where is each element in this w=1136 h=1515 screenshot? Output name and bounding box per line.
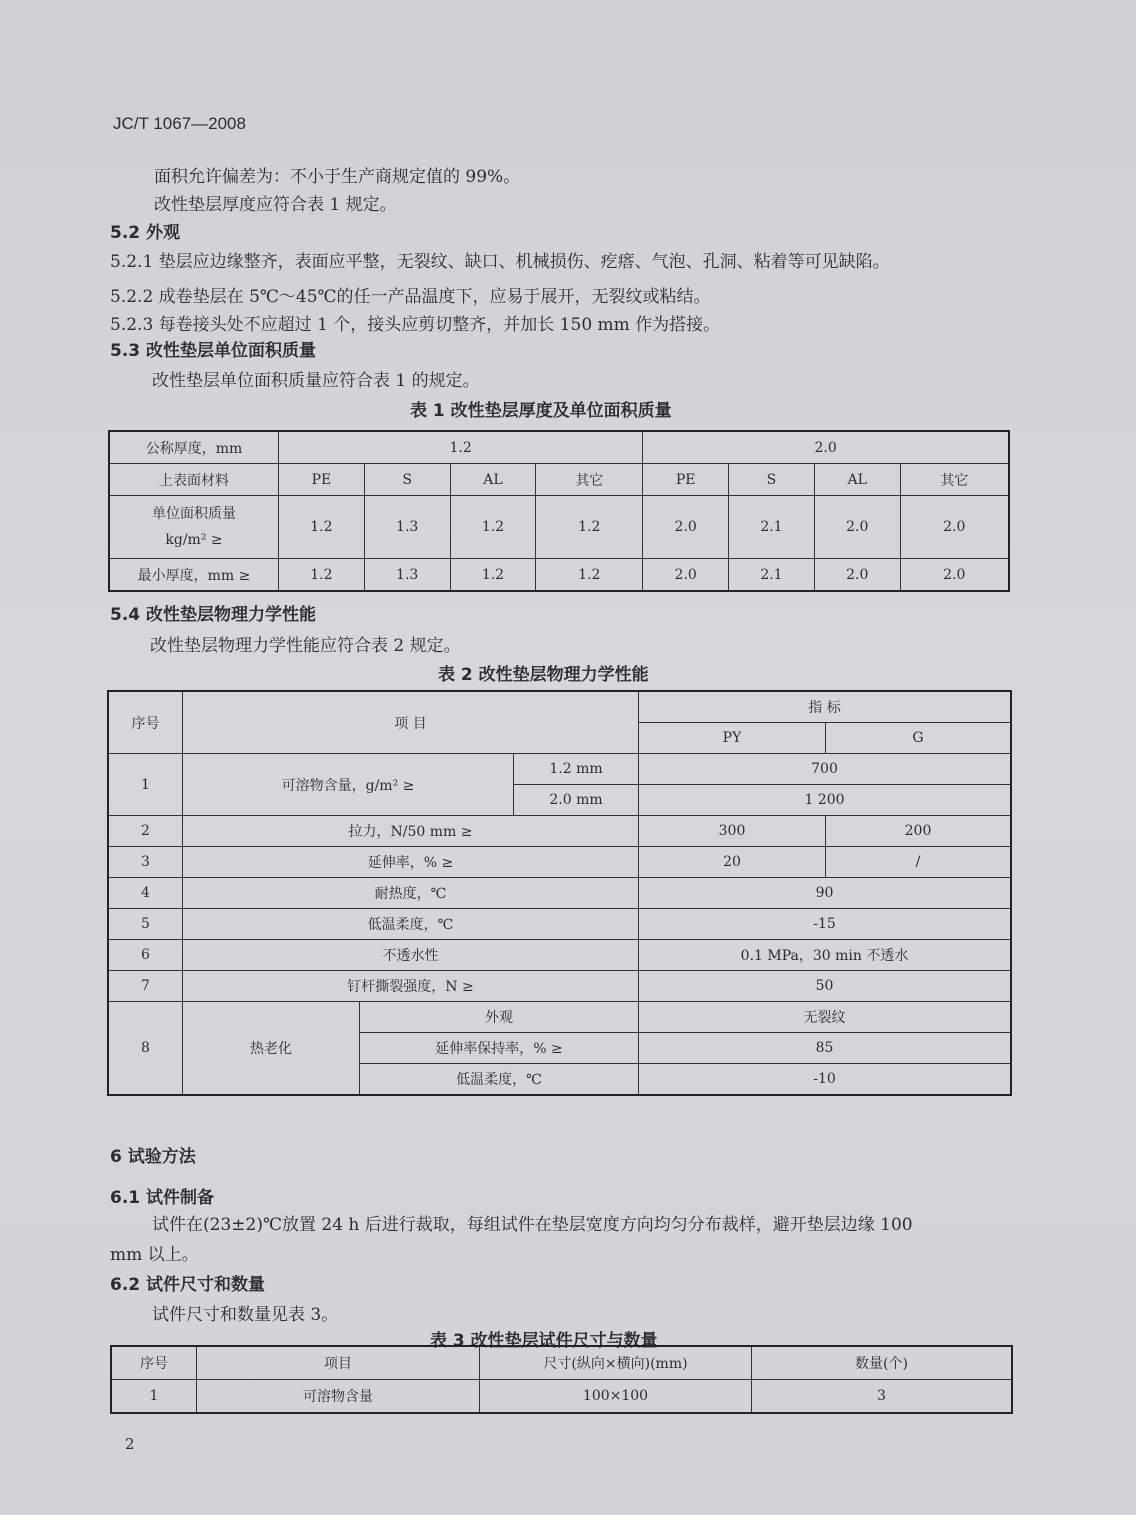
table-cell: 8 <box>108 1002 183 1096</box>
table-cell: 2.0 <box>814 559 900 592</box>
table-cell: 延伸率保持率，% ≥ <box>360 1033 639 1064</box>
table-row <box>111 1346 1012 1380</box>
table-cell: 1.2 mm <box>514 754 639 785</box>
section-6-heading: 6 试验方法 <box>110 1147 196 1167</box>
table-row <box>109 431 1009 464</box>
table2-header-no: 序号 <box>108 691 183 754</box>
table2-header-g: G <box>826 723 1012 754</box>
table-cell: PE <box>643 464 729 496</box>
table-cell: S <box>364 464 450 496</box>
table-cell: 1.3 <box>364 496 450 559</box>
table1-label-nominal-thickness: 公称厚度，mm <box>109 431 279 464</box>
table-cell: 300 <box>639 816 826 847</box>
table-cell: 1 <box>111 1380 197 1414</box>
table-cell: 可溶物含量 <box>197 1380 480 1414</box>
table-row <box>108 847 1011 878</box>
table-cell: 1.2 <box>536 559 643 592</box>
table-row <box>109 464 1009 496</box>
paragraph-thickness-rule: 改性垫层厚度应符合表 1 规定。 <box>154 195 397 215</box>
table-row <box>108 1002 1011 1033</box>
table-cell: 1.2 <box>450 559 536 592</box>
paragraph-area-tolerance: 面积允许偏差为：不小于生产商规定值的 99%。 <box>154 167 521 187</box>
table3-specimen-size <box>110 1345 1013 1414</box>
clause-5-2-2: 5.2.2 成卷垫层在 5℃～45℃的任一产品温度下，应易于展开，无裂纹或粘结。 <box>110 287 711 307</box>
table-cell: / <box>826 847 1012 878</box>
standard-number-header: JC/T 1067—2008 <box>113 114 246 133</box>
table2-header-item: 项 目 <box>183 691 639 754</box>
table1-label-mass-b: kg/m² ≥ <box>165 532 223 548</box>
section-5-3-heading: 5.3 改性垫层单位面积质量 <box>110 341 317 361</box>
table3-header-qty: 数量(个) <box>752 1346 1013 1380</box>
table-cell: AL <box>450 464 536 496</box>
table-cell: 1.2 <box>279 559 365 592</box>
clause-5-2-1: 5.2.1 垫层应边缘整齐，表面应平整，无裂纹、缺口、机械损伤、疙瘩、气泡、孔洞、粘着等可见缺陷。 <box>110 252 890 272</box>
table-row <box>109 559 1009 592</box>
table-cell: 热老化 <box>183 1002 360 1096</box>
table-cell: 低温柔度，℃ <box>360 1064 639 1096</box>
table-row <box>108 878 1011 909</box>
table-cell: 700 <box>639 754 1012 785</box>
table-cell: 钉杆撕裂强度，N ≥ <box>183 971 639 1002</box>
table2-header-py: PY <box>639 723 826 754</box>
table1-label-surface-material: 上表面材料 <box>109 464 279 496</box>
table-row <box>108 754 1011 785</box>
table-cell: 1.3 <box>364 559 450 592</box>
table-row <box>108 691 1011 723</box>
table-cell: 不透水性 <box>183 940 639 971</box>
table-cell: 7 <box>108 971 183 1002</box>
page-number: 2 <box>125 1435 135 1453</box>
table-cell: 可溶物含量，g/m² ≥ <box>183 754 514 816</box>
table-cell: 0.1 MPa，30 min 不透水 <box>639 940 1012 971</box>
clause-5-2-3: 5.2.3 每卷接头处不应超过 1 个，接头应剪切整齐，并加长 150 mm 作为搭接。 <box>110 315 721 335</box>
table-cell: -10 <box>639 1064 1012 1096</box>
table1-thickness-mass <box>108 430 1010 592</box>
table-cell: 5 <box>108 909 183 940</box>
table-cell: 1.2 <box>536 496 643 559</box>
section-5-2-heading: 5.2 外观 <box>110 223 181 243</box>
table-row <box>108 816 1011 847</box>
table-cell: 20 <box>639 847 826 878</box>
table1-caption: 表 1 改性垫层厚度及单位面积质量 <box>410 401 672 421</box>
table-cell: 1.2 <box>279 496 365 559</box>
table-cell: 1 200 <box>639 785 1012 816</box>
table-cell: 90 <box>639 878 1012 909</box>
table2-physical-properties <box>107 690 1012 1096</box>
table-cell: 无裂纹 <box>639 1002 1012 1033</box>
table-cell: S <box>729 464 815 496</box>
table-cell: 200 <box>826 816 1012 847</box>
table2-header-index: 指 标 <box>639 691 1012 723</box>
table-cell: 低温柔度，℃ <box>183 909 639 940</box>
table-cell: 4 <box>108 878 183 909</box>
table-cell: 其它 <box>536 464 643 496</box>
table-row <box>108 909 1011 940</box>
table-cell: 2.0 <box>643 496 729 559</box>
section-5-4-heading: 5.4 改性垫层物理力学性能 <box>110 605 317 625</box>
table2-caption: 表 2 改性垫层物理力学性能 <box>438 665 649 685</box>
table-cell: 2.0 <box>643 559 729 592</box>
paragraph-6-1-b: mm 以上。 <box>110 1245 199 1265</box>
table-cell: 1.2 <box>450 496 536 559</box>
paragraph-6-2: 试件尺寸和数量见表 3。 <box>152 1305 339 1325</box>
section-6-2-heading: 6.2 试件尺寸和数量 <box>110 1275 266 1295</box>
table3-header-no: 序号 <box>111 1346 197 1380</box>
table1-label-mass <box>109 496 279 559</box>
paragraph-5-3: 改性垫层单位面积质量应符合表 1 的规定。 <box>152 371 480 391</box>
table-cell: 2.0 <box>814 496 900 559</box>
section-6-1-heading: 6.1 试件制备 <box>110 1188 215 1208</box>
table-row <box>109 496 1009 559</box>
table-cell: 2.1 <box>729 496 815 559</box>
paragraph-5-4: 改性垫层物理力学性能应符合表 2 规定。 <box>150 636 461 656</box>
table1-group-2-0: 2.0 <box>643 431 1009 464</box>
table-row <box>111 1380 1012 1414</box>
table-cell: PE <box>279 464 365 496</box>
table-cell: 2.1 <box>729 559 815 592</box>
table-cell: AL <box>814 464 900 496</box>
table-cell: 6 <box>108 940 183 971</box>
table-cell: 85 <box>639 1033 1012 1064</box>
table-cell: 外观 <box>360 1002 639 1033</box>
table-cell: -15 <box>639 909 1012 940</box>
table1-group-1-2: 1.2 <box>279 431 643 464</box>
table-cell: 其它 <box>900 464 1009 496</box>
table1-label-mass-a: 单位面积质量 <box>152 506 236 522</box>
table-cell: 100×100 <box>480 1380 752 1414</box>
table3-header-size: 尺寸(纵向×横向)(mm) <box>480 1346 752 1380</box>
table-cell: 2.0 <box>900 559 1009 592</box>
table-cell: 3 <box>752 1380 1013 1414</box>
paragraph-6-1-a: 试件在(23±2)℃放置 24 h 后进行裁取，每组试件在垫层宽度方向均匀分布裁样，避开垫层边缘 100 <box>152 1215 913 1235</box>
table-cell: 延伸率，% ≥ <box>183 847 639 878</box>
table-cell: 2.0 <box>900 496 1009 559</box>
table-cell: 50 <box>639 971 1012 1002</box>
table-cell: 3 <box>108 847 183 878</box>
table3-caption: 表 3 改性垫层试件尺寸与数量 <box>430 1331 658 1351</box>
table-cell: 2 <box>108 816 183 847</box>
table-cell: 拉力，N/50 mm ≥ <box>183 816 639 847</box>
table-row <box>108 940 1011 971</box>
table-cell: 1 <box>108 754 183 816</box>
table-row <box>108 971 1011 1002</box>
table-cell: 耐热度，℃ <box>183 878 639 909</box>
table3-header-item: 项目 <box>197 1346 480 1380</box>
table1-label-min-thickness: 最小厚度，mm ≥ <box>109 559 279 592</box>
table-cell: 2.0 mm <box>514 785 639 816</box>
